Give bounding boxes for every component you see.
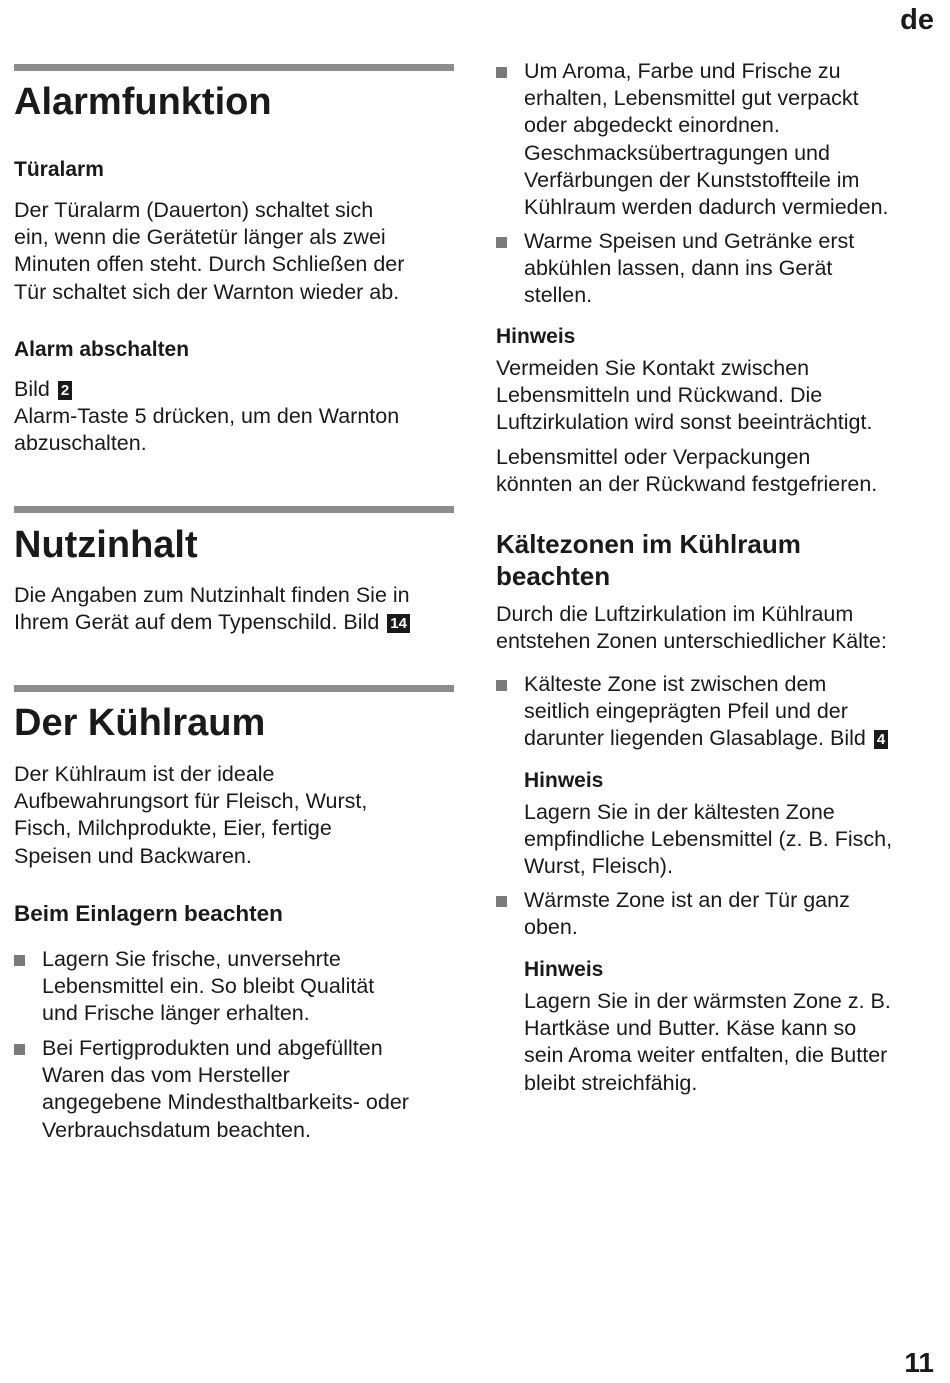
figure-ref-badge: 2 bbox=[58, 381, 72, 400]
figure-ref-badge: 4 bbox=[874, 730, 888, 749]
section-divider bbox=[14, 506, 454, 513]
hinweis-paragraph: Lagern Sie in der wärmsten Zone z. B. Hartkäse und Butter. Käse kann so sein Aroma weiter entfalten, die Butter bleibt streichfähig. bbox=[524, 989, 891, 1095]
hinweis-paragraph: Vermeiden Sie Kontakt zwischen Lebensmitteln und Rückwand. Die Luftzirkulation wird sonst beeinträchtigt. bbox=[496, 356, 873, 435]
hinweis-heading: Hinweis bbox=[524, 958, 604, 981]
hinweis-paragraph: Lebensmittel oder Verpackungen könnten an der Rückwand festgefrieren. bbox=[496, 445, 878, 497]
heading-alarm-abschalten: Alarm abschalten bbox=[14, 338, 190, 361]
bullet-square-icon bbox=[14, 955, 25, 966]
section-divider bbox=[14, 64, 454, 71]
heading-kaeltezonen: Kältezonen im Kühlraum beachten bbox=[496, 529, 801, 591]
heading-tueralarm: Türalarm bbox=[14, 158, 104, 181]
paragraph-nutzinhalt: Die Angaben zum Nutzinhalt finden Sie in Ihrem Gerät auf dem Typenschild. Bild 14 bbox=[14, 583, 410, 635]
paragraph-tueralarm: Der Türalarm (Dauerton) schaltet sich ein, wenn die Gerätetür länger als zwei Minuten offen steht. Durch Schließen der Tür schaltet sich der Warnton wieder ab. bbox=[14, 198, 405, 304]
section-title-kuehlraum: Der Kühlraum bbox=[14, 702, 266, 744]
section-divider bbox=[14, 685, 454, 692]
paragraph-kaeltezonen: Durch die Luftzirkulation im Kühlraum entstehen Zonen unterschiedlicher Kälte: bbox=[496, 602, 887, 654]
hinweis-heading: Hinweis bbox=[496, 325, 576, 348]
bullet-square-icon bbox=[14, 1044, 25, 1055]
paragraph-kuehlraum: Der Kühlraum ist der ideale Aufbewahrungsort für Fleisch, Wurst, Fisch, Milchprodukte, Eier, fertige Speisen und Backwaren. bbox=[14, 762, 368, 868]
paragraph-alarm-abschalten: Bild 2 Alarm-Taste 5 drücken, um den Warnton abzuschalten. bbox=[14, 377, 400, 456]
bullet-square-icon bbox=[496, 67, 507, 78]
heading-beim-einlagern: Beim Einlagern beachten bbox=[14, 901, 283, 926]
bullet-square-icon bbox=[496, 680, 507, 691]
section-title-nutzinhalt: Nutzinhalt bbox=[14, 524, 198, 566]
hinweis-heading: Hinweis bbox=[524, 769, 604, 792]
figure-ref-badge: 14 bbox=[387, 614, 410, 633]
bullet-square-icon bbox=[496, 896, 507, 907]
language-code: de bbox=[900, 4, 934, 36]
hinweis-paragraph: Lagern Sie in der kältesten Zone empfindliche Lebensmittel (z. B. Fisch, Wurst, Fleisch). bbox=[524, 800, 893, 879]
page-number: 11 bbox=[904, 1347, 934, 1378]
section-title-alarmfunktion: Alarmfunktion bbox=[14, 81, 272, 123]
bullet-square-icon bbox=[496, 237, 507, 248]
